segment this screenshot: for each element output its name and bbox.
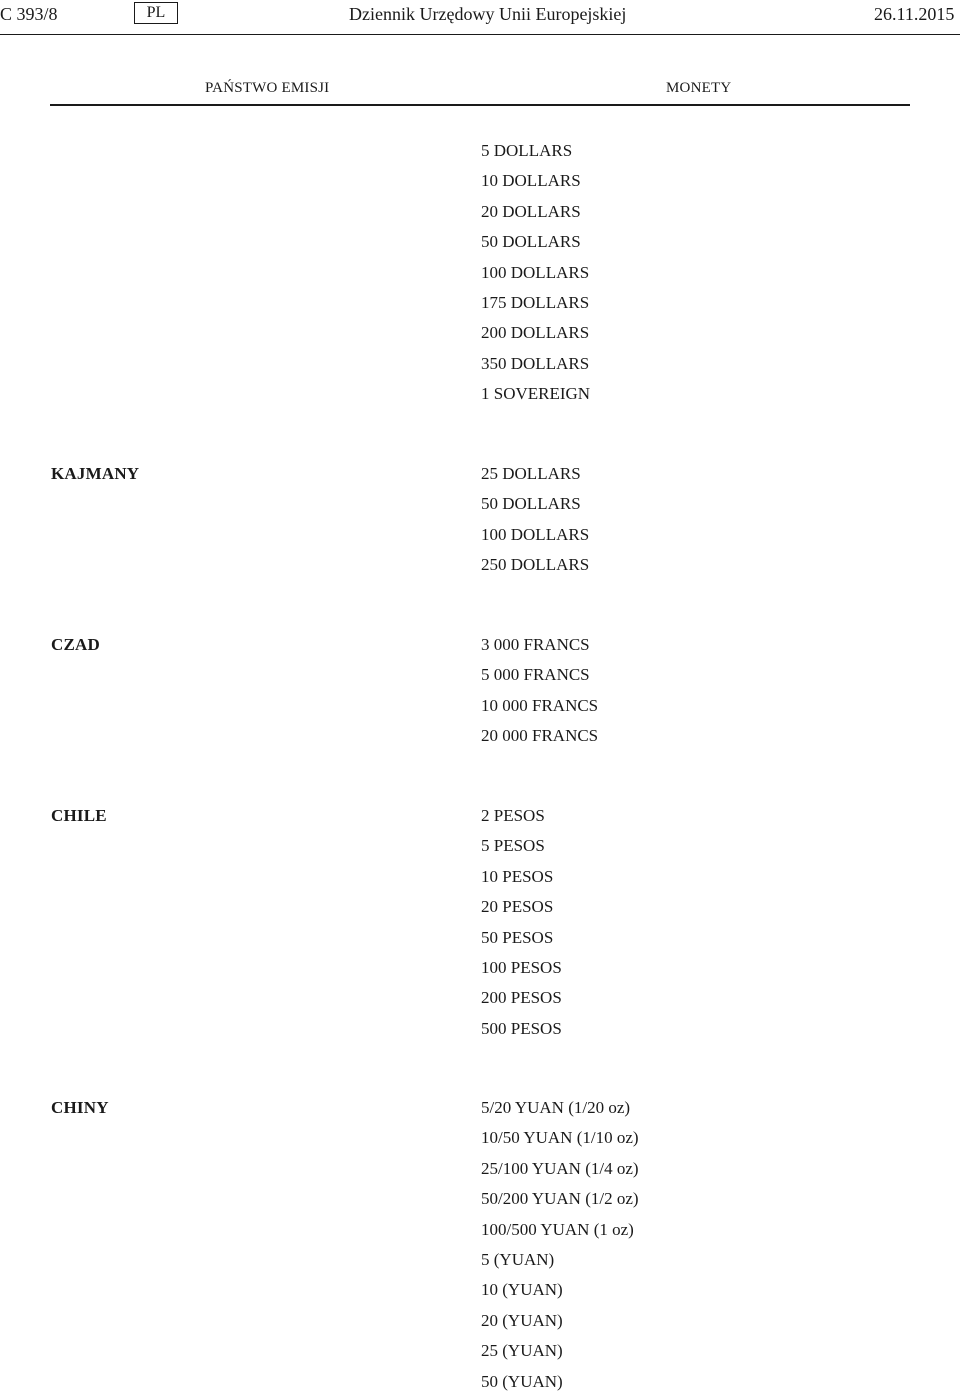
- coin-item: 10 (YUAN): [481, 1280, 563, 1300]
- coin-item: 250 DOLLARS: [481, 555, 590, 575]
- coin-item: 100 DOLLARS: [481, 262, 590, 282]
- coin-item: 20 PESOS: [481, 897, 554, 917]
- coin-item: 5 (YUAN): [481, 1249, 555, 1269]
- coin-item: 50 PESOS: [481, 927, 554, 947]
- header-divider: [0, 34, 960, 35]
- coin-item: 100 PESOS: [481, 957, 562, 977]
- coin-item: 5/20 YUAN (1/20 oz): [481, 1098, 631, 1117]
- coin-item: 100 DOLLARS: [481, 524, 590, 544]
- table-header-divider: [50, 104, 910, 106]
- coin-item: 3 000 FRANCS: [481, 635, 590, 654]
- coin-item: 175 DOLLARS: [481, 292, 590, 312]
- coin-list: [481, 801, 562, 1044]
- coin-item: 100/500 YUAN (1 oz): [481, 1219, 634, 1239]
- coin-item: 5 PESOS: [481, 836, 545, 856]
- coin-item: 20 000 FRANCS: [481, 726, 599, 746]
- coin-item: 20 (YUAN): [481, 1310, 563, 1330]
- country-name: CHILE: [51, 806, 107, 825]
- coin-item: 10 000 FRANCS: [481, 695, 599, 715]
- document-reference: C 393/8: [0, 4, 58, 24]
- coin-list: [481, 136, 590, 410]
- coin-item: 50 (YUAN): [481, 1371, 563, 1391]
- journal-title: Dziennik Urzędowy Unii Europejskiej: [349, 4, 627, 24]
- coin-item: 10 PESOS: [481, 866, 554, 886]
- coin-item: 2 PESOS: [481, 806, 545, 825]
- coin-item: 25 DOLLARS: [481, 464, 581, 483]
- country-name: KAJMANY: [51, 464, 140, 483]
- country-name: CZAD: [51, 635, 100, 654]
- coin-list: [481, 630, 598, 752]
- language-code-box: PL: [134, 2, 178, 24]
- coin-item: 5 000 FRANCS: [481, 665, 590, 685]
- coin-item: 1 SOVEREIGN: [481, 384, 591, 404]
- coin-item: 50 DOLLARS: [481, 494, 581, 514]
- coin-item: 10/50 YUAN (1/10 oz): [481, 1128, 639, 1148]
- publication-date: 26.11.2015: [874, 4, 955, 24]
- coin-item: 50 DOLLARS: [481, 232, 581, 252]
- coin-item: 20 DOLLARS: [481, 201, 581, 221]
- coin-list: [481, 459, 589, 581]
- coin-list: [481, 1093, 639, 1397]
- coin-item: 200 DOLLARS: [481, 323, 590, 343]
- coin-item: 10 DOLLARS: [481, 171, 581, 191]
- coin-item: 350 DOLLARS: [481, 353, 590, 373]
- coin-item: 25/100 YUAN (1/4 oz): [481, 1158, 639, 1178]
- country-name: CHINY: [51, 1098, 109, 1117]
- coin-item: 500 PESOS: [481, 1018, 562, 1038]
- coin-item: 5 DOLLARS: [481, 141, 573, 160]
- column-header-country: PAŃSTWO EMISJI: [205, 80, 330, 96]
- coin-item: 25 (YUAN): [481, 1341, 563, 1361]
- column-header-coins: MONETY: [666, 80, 732, 96]
- coin-item: 200 PESOS: [481, 988, 562, 1008]
- page-header: [0, 0, 960, 36]
- coin-item: 50/200 YUAN (1/2 oz): [481, 1189, 639, 1209]
